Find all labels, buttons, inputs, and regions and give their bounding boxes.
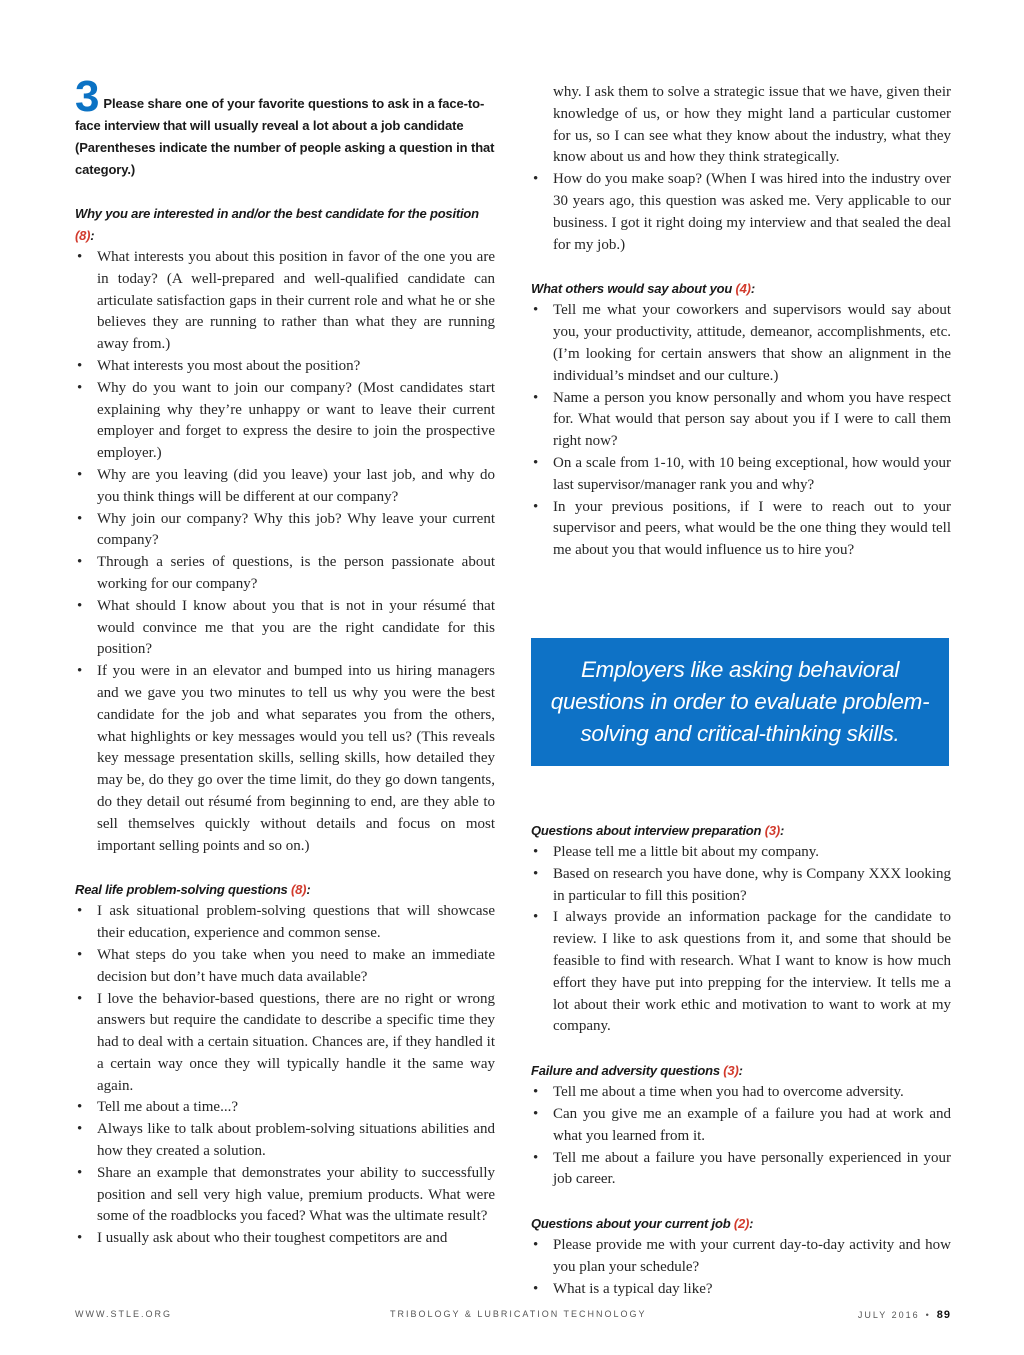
question-item: • Share an example that demonstrates your ability to successfully position and sell very high value, premium products. What were some of the roadblocks you faced? What was the ultimate result? <box>75 1163 495 1228</box>
category-count: (8) <box>75 228 91 243</box>
category-count: (8) <box>291 882 307 898</box>
question-item: • Why do you want to join our company? (Most candidates start explaining why they’re unhappy or want to leave their current employer and forget to express the desire to join the prospective employer.) <box>75 378 495 465</box>
question-item: • I usually ask about who their toughest competitors are and <box>75 1228 495 1250</box>
left-column <box>75 72 495 1250</box>
category-title: Questions about interview preparation <box>531 823 762 838</box>
question-category <box>531 278 951 562</box>
pull-quote-text: Employers like asking behavioral questions in order to evaluate problem-solving and critical-thinking skills. <box>550 657 930 746</box>
question-item: • Why join our company? Why this job? Why leave your current company? <box>75 509 495 553</box>
question-item: • Tell me about a failure you have personally experienced in your job career. <box>531 1148 951 1192</box>
question-heading <box>75 72 495 181</box>
question-item: • Please provide me with your current day-to-day activity and how you plan your schedule? <box>531 1235 951 1279</box>
question-list <box>75 901 495 1250</box>
question-category <box>75 879 495 1250</box>
right-column-lower <box>531 798 951 1301</box>
question-item: • Why are you leaving (did you leave) your last job, and why do you think things will be different at our company? <box>75 465 495 509</box>
category-count: (2) <box>733 1216 750 1232</box>
category-title: Real life problem-solving questions <box>75 882 288 898</box>
question-item: • Can you give me an example of a failure you had at work and what you learned from it. <box>531 1104 951 1148</box>
category-heading: Failure and adversity questions (3): <box>531 1063 743 1079</box>
question-item: • What steps do you take when you need to make an immediate decision but don’t have much data available? <box>75 945 495 989</box>
question-item: • On a scale from 1-10, with 10 being exceptional, how would your last supervisor/manager rank you and why? <box>531 453 951 497</box>
footer-website: WWW.STLE.ORG <box>75 1309 172 1319</box>
question-item: • Based on research you have done, why is Company XXX looking in particular to fill this position? <box>531 864 951 908</box>
page-footer <box>75 1309 951 1323</box>
question-list <box>531 300 951 562</box>
category-title: Why you are interested in and/or the best candidate for the position <box>75 206 479 221</box>
category-title: Questions about your current job <box>531 1216 731 1232</box>
question-item: • How do you make soap? (When I was hired into the industry over 30 years ago, this question was asked me. Very applicable to our business. I got it right doing my interview and that sealed the deal for my job.) <box>531 169 951 256</box>
question-category <box>75 203 495 857</box>
left-sections <box>75 203 495 1250</box>
category-heading: Why you are interested in and/or the best candidate for the position (8): <box>75 206 479 243</box>
question-category <box>531 820 951 1038</box>
question-list <box>531 1082 951 1191</box>
right-sections-upper <box>531 278 951 562</box>
question-item: • What is a typical day like? <box>531 1279 951 1301</box>
right-column <box>531 82 951 562</box>
question-item: • Always like to talk about problem-solving situations abilities and how they created a solution. <box>75 1119 495 1163</box>
category-title: Failure and adversity questions <box>531 1063 720 1079</box>
footer-date: JULY 2016 <box>857 1310 920 1320</box>
question-item: • I always provide an information package for the candidate to review. I like to ask questions from it, and some that should be feasible to find with research. What I want to know is how much effort they have put into prepping for the interview. It tells me a lot about their work ethic and motivation to want to work at my company. <box>531 907 951 1038</box>
question-item: • Tell me about a time...? <box>75 1097 495 1119</box>
question-list <box>75 247 495 857</box>
question-list <box>531 1235 951 1300</box>
question-item: • What interests you most about the position? <box>75 356 495 378</box>
category-count: (3) <box>764 823 780 838</box>
right-sections-lower <box>531 820 951 1301</box>
question-list <box>531 842 951 1038</box>
continuation-text: why. I ask them to solve a strategic issue that we have, given their knowledge of us, or how they might land a particular customer for us, so I can see what they know about the industry, what they know about us and how they think strategically. <box>553 84 951 166</box>
footer-issue <box>858 1309 951 1321</box>
category-heading: What others would say about you (4): <box>531 281 755 297</box>
question-item: • In your previous positions, if I were to reach out to your supervisor and peers, what would be the one thing they would tell me about you that would influence us to hire you? <box>531 497 951 562</box>
category-count: (3) <box>723 1063 739 1079</box>
question-item: • I love the behavior-based questions, there are no right or wrong answers but require the candidate to describe a specific time they had to deal with a certain situation. Chances are, if they handled it a certain way once they will typically handle it the same way again. <box>75 989 495 1098</box>
page-number: 89 <box>936 1309 951 1321</box>
category-heading: Questions about your current job (2): <box>531 1216 754 1232</box>
footer-publication: TRIBOLOGY & LUBRICATION TECHNOLOGY <box>390 1309 647 1319</box>
continued-bullet-list <box>531 169 951 256</box>
question-category <box>531 1213 951 1300</box>
category-count: (4) <box>735 281 751 297</box>
question-item: • If you were in an elevator and bumped into us hiring managers and we gave you two minutes to tell us why you were the best candidate for the job and what separates you from the others, what highlights or key messages would you tell us? (This reveals key message presentation skills, selling skills, how detailed they may be, do they go over the time limit, do they go down tangents, do they detail out résumé from beginning to end, are they able to sell themselves quickly without details and focus on most important selling points and so on.) <box>75 661 495 857</box>
question-item: • What interests you about this position in favor of the one you are in today? (A well-prepared and well-qualified candidate can articulate satisfaction gaps in their current role and what he or she believes they are running to rather than what they are running away from.) <box>75 247 495 356</box>
question-item: • Tell me what your coworkers and supervisors would say about you, your productivity, attitude, demeanor, accomplishments, etc. (I’m looking for certain answers that show an alignment in the individual’s mindset and our culture.) <box>531 300 951 387</box>
category-heading: Questions about interview preparation (3): <box>531 823 785 838</box>
question-category <box>531 1060 951 1191</box>
pull-quote-callout <box>531 638 949 766</box>
question-item: • Name a person you know personally and whom you have respect for. What would that person say about you if I were to call them right now? <box>531 388 951 453</box>
question-text: Please share one of your favorite questions to ask in a face-to-face interview that will usually reveal a lot about a job candidate (Parentheses indicate the number of people asking a question in that category.) <box>75 96 495 177</box>
question-item: • I ask situational problem-solving questions that will showcase their education, experience and common sense. <box>75 901 495 945</box>
footer-separator: • <box>925 1310 931 1320</box>
question-item: • What should I know about you that is not in your résumé that would convince me that you are the right candidate for this position? <box>75 596 495 661</box>
category-heading: Real life problem-solving questions (8): <box>75 882 311 898</box>
question-item: • Through a series of questions, is the person passionate about working for our company? <box>75 552 495 596</box>
question-item: • Tell me about a time when you had to overcome adversity. <box>531 1082 951 1104</box>
question-item: • Please tell me a little bit about my company. <box>531 842 951 864</box>
question-number: 3 <box>75 72 100 121</box>
category-title: What others would say about you <box>531 281 733 297</box>
